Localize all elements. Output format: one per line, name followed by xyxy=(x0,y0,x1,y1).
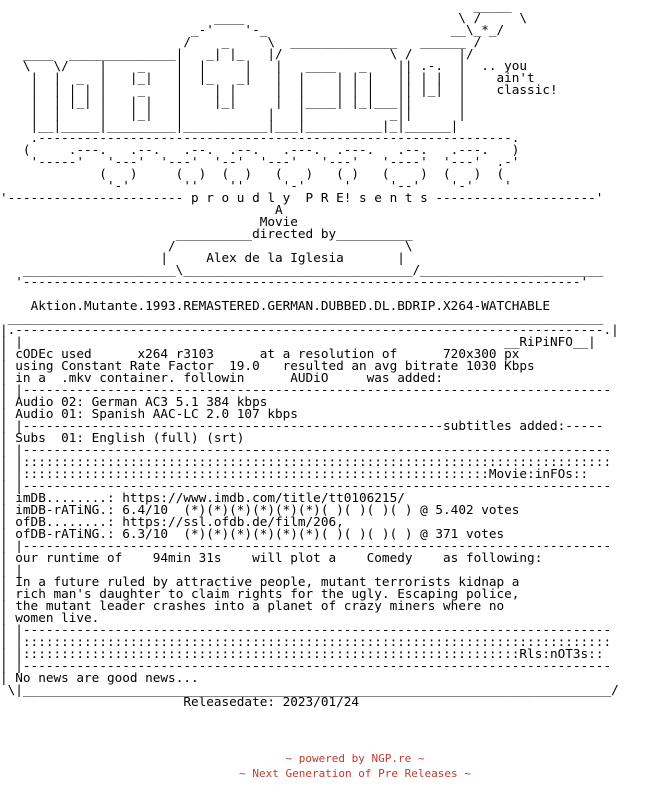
ascii-art-line: |__|_____|_________|___________|___|__________|_|______| xyxy=(0,118,459,133)
ascii-frame-line: '-----' '---' '---' '--' '---' '---' '----' '---' .-' xyxy=(0,154,520,169)
ascii-frame-line: ( ) ( ) ( ) ( ) ( ) ( ) ( ) ( xyxy=(0,166,505,181)
ascii-frame-line: '-' '' '' '-' ' '--' '-' ' xyxy=(0,178,512,193)
subtitles-header: subtitles added: xyxy=(443,418,566,433)
audio-line-2: Audio 01: Spanish AAC-LC 2.0 107 kbps xyxy=(15,406,298,421)
director-name: Alex de la Iglesia xyxy=(206,250,344,265)
plot-line: the mutant leader crashes into a planet of crazy miners where no xyxy=(15,598,505,613)
credit-movie: Movie xyxy=(259,214,298,229)
video-line-1: cODEc used x264 r3103 at a resolution of 720x300 px xyxy=(15,346,520,361)
subs-line: Subs 01: English (full) (srt) xyxy=(15,430,245,445)
credit-bar: '----------------------- p r o u d l y P R E! s e n t s ---------------------' xyxy=(0,190,604,205)
ascii-art-line: | | _ | |_| | |_ _| | | | | | || | | | ain't xyxy=(0,70,535,85)
plot-line: women live. xyxy=(15,610,100,625)
news-line: No news are good news... xyxy=(15,670,199,685)
nfo-text: _____ ____ \ / \ _-' '-_ __\_*_/ / _ \ ______________ ______ / ____ ______________| _| |_ |/ \ / |/ \ \/ | _ | | | | ____ _ || .-. | .. you | | _ | |_| | |_ _| | | | | | || | | | ain't | | | | | _ | | | | | | | | || |_| | classic! | | |_| | | | | |_| | |____| |_|___|| | | | | |_| | | | _|| | |__|_____|_________|___________|___|__________|_|______| .--------------------------------------------------------------. ( .---. .--. .--. .--. .---. .---. .--. .---. ) '-----' '---' '---' '--' '---' '---' '----' '---' .-' ( ) ( ) ( ) ( ) ( ) ( ) ( ) ( '-' '' '' '-' ' '--' '-' ' '----------------------- p r o u d l y P R E! s e n t s ---------------------' A Movie __________directed by__________ / \ | Alex de la Iglesia | ____________________\______________________________/________________________ '-------------------------------------------------------------------------' Aktion.Mutante.1993.REMASTERED.GERMAN.DUBBED.DL.BDRIP.X264-WATCHABLE ______________________________________________________________________________ |.-----------------------------------------------------------------------------.| | | __RiPiNFO__| | cODEc used x264 r3103 at a resolution of 720x300 px | using Constant Rate Factor 19.0 resulted an avg bitrate 1030 Kbps | in a .mkv container. followin AUDiO was added: | |----------------------------------------------------------------------------- | Audio 02: German AC3 5.1 384 kbps | Audio 01: Spanish AAC-LC 2.0 107 kbps | |-------------------------------------------------------subtitles added:----- | Subs 01: English (full) (srt) | |----------------------------------------------------------------------------- | |::::::::::::::::::::::::::::::::::::::::::::::::::::::::::::::::::::::::::::: | |:::::::::::::::::::::::::::::::::::::::::::::::::::::::::::::Movie:inFOs:: | |----------------------------------------------------------------------------- | imDB........: https://www.imdb.com/title/tt0106215/ | imDB-rATiNG.: 6.4/10 (*)(*)(*)(*)(*)(*)( )( )( )( ) @ 5.402 votes | ofDB........: https://ssl.ofdb.de/film/206, | ofDB-rATiNG.: 6.3/10 (*)(*)(*)(*)(*)(*)( )( )( )( ) @ 371 votes | |----------------------------------------------------------------------------- | our runtime of 94min 31s will plot a Comedy as following: | | | In a future ruled by attractive people, mutant terrorists kidnap a | rich man's daughter to claim rights for the ugly. Escaping police, | the mutant leader crashes into a planet of crazy miners where no | women live. | |----------------------------------------------------------------------------- | |::::::::::::::::::::::::::::::::::::::::::::::::::::::::::::::::::::::::::::: | |:::::::::::::::::::::::::::::::::::::::::::::::::::::::::::::::::Rls:nOT3s:: | |----------------------------------------------------------------------------- | No news are good news... \|_____________________________________________________________________________/ Releasedate: 2023/01/24 xyxy=(0,0,619,709)
ascii-art-line: _-' '-_ __\_*_/ xyxy=(0,22,505,37)
ascii-art-line: _____ xyxy=(0,0,512,13)
footer-tagline: ~ Next Generation of Pre Releases ~ xyxy=(239,767,471,780)
release-date: Releasedate: 2023/01/24 xyxy=(183,694,360,709)
ofdb-rating: ofDB-rATiNG.: 6.3/10 (*)(*)(*)(*)(*)(*)( )( )( )( ) @ 371 votes xyxy=(15,526,505,541)
credit-directed: directed by xyxy=(252,226,337,241)
ascii-art-line: \ \/ | _ | | | | ____ _ || .-. | .. you xyxy=(0,58,528,73)
footer-powered-by: ~ powered by NGP.re ~ xyxy=(285,752,425,765)
video-line-2: using Constant Rate Factor 19.0 resulted an avg bitrate 1030 Kbps xyxy=(15,358,535,373)
ascii-frame-line: .--------------------------------------------------------------. xyxy=(0,130,520,145)
plot-line: In a future ruled by attractive people, mutant terrorists kidnap a xyxy=(15,574,520,589)
ascii-art-line: ____ ______________| _| |_ |/ \ / |/ xyxy=(0,46,474,61)
video-line-3: in a .mkv container. followin AUDiO was added: xyxy=(15,370,444,385)
ripinfo-header: RiPiNFO xyxy=(519,334,573,349)
credit-a: A xyxy=(275,202,283,217)
ascii-art-line: ____ \ / \ xyxy=(0,10,528,25)
ascii-art-line: | | | |_| | | | _|| | xyxy=(0,106,466,121)
plot-line: rich man's daughter to claim rights for the ugly. Escaping police, xyxy=(15,586,520,601)
ascii-art-line: | | | | | _ | | | | | | | | || |_| | classic! xyxy=(0,82,558,97)
release-name: Aktion.Mutante.1993.REMASTERED.GERMAN.DUBBED.DL.BDRIP.X264-WATCHABLE xyxy=(30,298,550,313)
runtime-line: our runtime of 94min 31s will plot a Comedy as following: xyxy=(15,550,543,565)
rlsnotes-header: Rls:nOT3s: xyxy=(519,646,596,661)
ascii-frame-line: ( .---. .--. .--. .--. .---. .---. .--. .---. ) xyxy=(0,142,520,157)
audio-line-1: Audio 02: German AC3 5.1 384 kbps xyxy=(15,394,268,409)
imdb-link: imDB........: https://www.imdb.com/title/tt0106215/ xyxy=(15,490,405,505)
ascii-art-line: / _ \ ______________ ______ / xyxy=(0,34,482,49)
movieinfo-header: Movie:inFOs: xyxy=(488,466,581,481)
imdb-rating: imDB-rATiNG.: 6.4/10 (*)(*)(*)(*)(*)(*)( )( )( )( ) @ 5.402 votes xyxy=(15,502,520,517)
ascii-art-line: | | |_| | | | | |_| | |____| |_|___|| | xyxy=(0,94,466,109)
ofdb-link: ofDB........: https://ssl.ofdb.de/film/206, xyxy=(15,514,344,529)
